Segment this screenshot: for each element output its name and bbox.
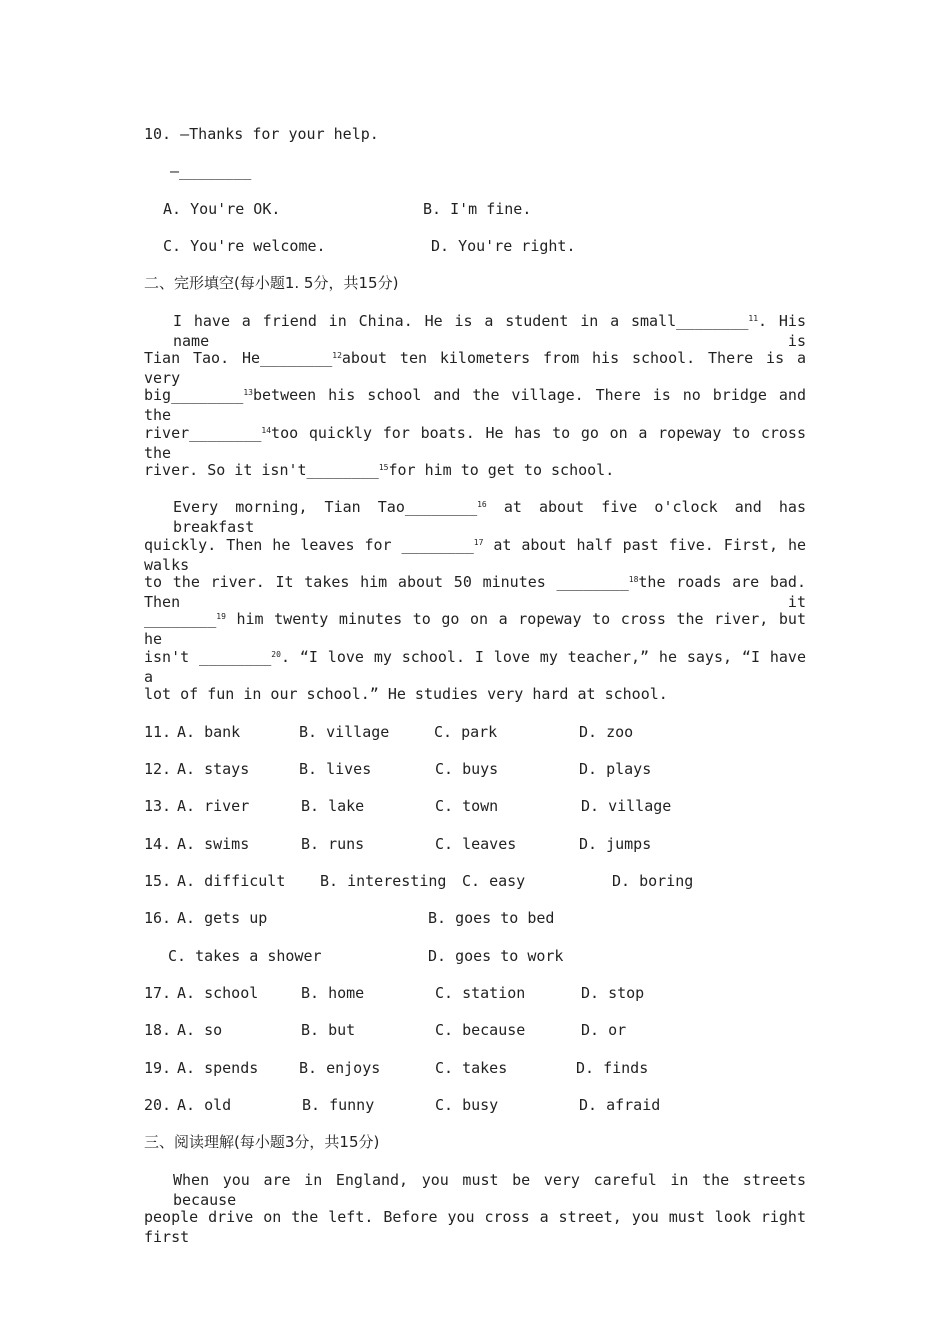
question-number: 20. [144,1096,172,1114]
q10-option-d: D. You're right. [431,237,576,255]
option-b: B. runs [301,835,365,853]
option-d: D. jumps [579,835,652,853]
question-number: 12. [144,760,172,778]
option-c: C. easy [462,872,526,890]
option-b: B. interesting [320,872,447,890]
option-d: D. afraid [579,1096,661,1114]
option-a: A. school [177,984,259,1002]
option-c: C. busy [435,1096,499,1114]
option-a: A. spends [177,1059,259,1077]
option-a: A. old [177,1096,232,1114]
option-d: D. plays [579,760,652,778]
option-a: A. bank [177,723,241,741]
reading-line-2: people drive on the left. Before you cross a street, you must look right first [144,1208,806,1246]
option-c: C. station [435,984,526,1002]
option-d: D. or [581,1021,627,1039]
option-d: D. village [581,797,672,815]
passage-line-9: ________$^{19}$ him twenty minutes to go on a ropeway to cross the river, but he [144,610,806,648]
option-c: C. buys [435,760,499,778]
section2-heading: 二、完形填空(每小题1. 5分，共15分) [144,274,399,292]
option-a: A. stays [177,760,250,778]
option-d: D. goes to work [428,947,564,965]
option-a: A. swims [177,835,250,853]
passage-line-11: lot of fun in our school.” He studies very hard at school. [144,685,668,703]
passage-line-4: river________$^{14}$too quickly for boats. He has to go on a ropeway to cross the [144,424,806,462]
passage-line-10: isn't ________$^{20}$. “I love my school. I love my teacher,” he says, “I have a [144,648,806,686]
option-c: C. takes [435,1059,508,1077]
option-c: C. park [434,723,498,741]
q10-option-b: B. I'm fine. [423,200,532,218]
passage-line-7: quickly. Then he leaves for ________$^{17}$ at about half past five. First, he walks [144,536,806,574]
q10-answer-blank: —________ [170,162,252,180]
option-a: A. so [177,1021,223,1039]
question-number: 11. [144,723,172,741]
option-b: B. but [301,1021,356,1039]
question-number: 13. [144,797,172,815]
question-number: 15. [144,872,172,890]
question-number: 18. [144,1021,172,1039]
option-b: B. goes to bed [428,909,555,927]
passage-line-5: river. So it isn't________$^{15}$for him to get to school. [144,461,615,479]
option-c: C. takes a shower [168,947,322,965]
passage-line-8: to the river. It takes him about 50 minutes ________$^{18}$the roads are bad. Then it [144,573,806,611]
passage-line-1: I have a friend in China. He is a student in a small________$^{11}$. His name is [173,312,806,350]
reading-line-1: When you are in England, you must be very careful in the streets because [173,1171,806,1209]
option-c: C. leaves [435,835,517,853]
q10-option-a: A. You're OK. [163,200,281,218]
question-number: 17. [144,984,172,1002]
passage-line-3: big________$^{13}$between his school and the village. There is no bridge and the [144,386,806,424]
option-b: B. lives [299,760,372,778]
option-a: A. gets up [177,909,268,927]
question-number: 16. [144,909,172,927]
option-d: D. boring [612,872,694,890]
passage-line-2: Tian Tao. He________$^{12}$about ten kilometers from his school. There is a very [144,349,806,387]
option-a: A. difficult [177,872,286,890]
option-d: D. finds [576,1059,649,1077]
option-b: B. funny [302,1096,375,1114]
option-b: B. village [299,723,390,741]
option-b: B. enjoys [299,1059,381,1077]
option-d: D. zoo [579,723,634,741]
option-a: A. river [177,797,250,815]
passage-line-6: Every morning, Tian Tao________$^{16}$ at about five o'clock and has breakfast [173,498,806,536]
option-d: D. stop [581,984,645,1002]
q10-option-c: C. You're welcome. [163,237,326,255]
question-number: 19. [144,1059,172,1077]
question-number: 14. [144,835,172,853]
q10-prompt: 10. —Thanks for your help. [144,125,379,143]
option-b: B. home [301,984,365,1002]
section3-heading: 三、阅读理解(每小题3分，共15分) [144,1133,380,1151]
option-b: B. lake [301,797,365,815]
option-c: C. because [435,1021,526,1039]
option-c: C. town [435,797,499,815]
